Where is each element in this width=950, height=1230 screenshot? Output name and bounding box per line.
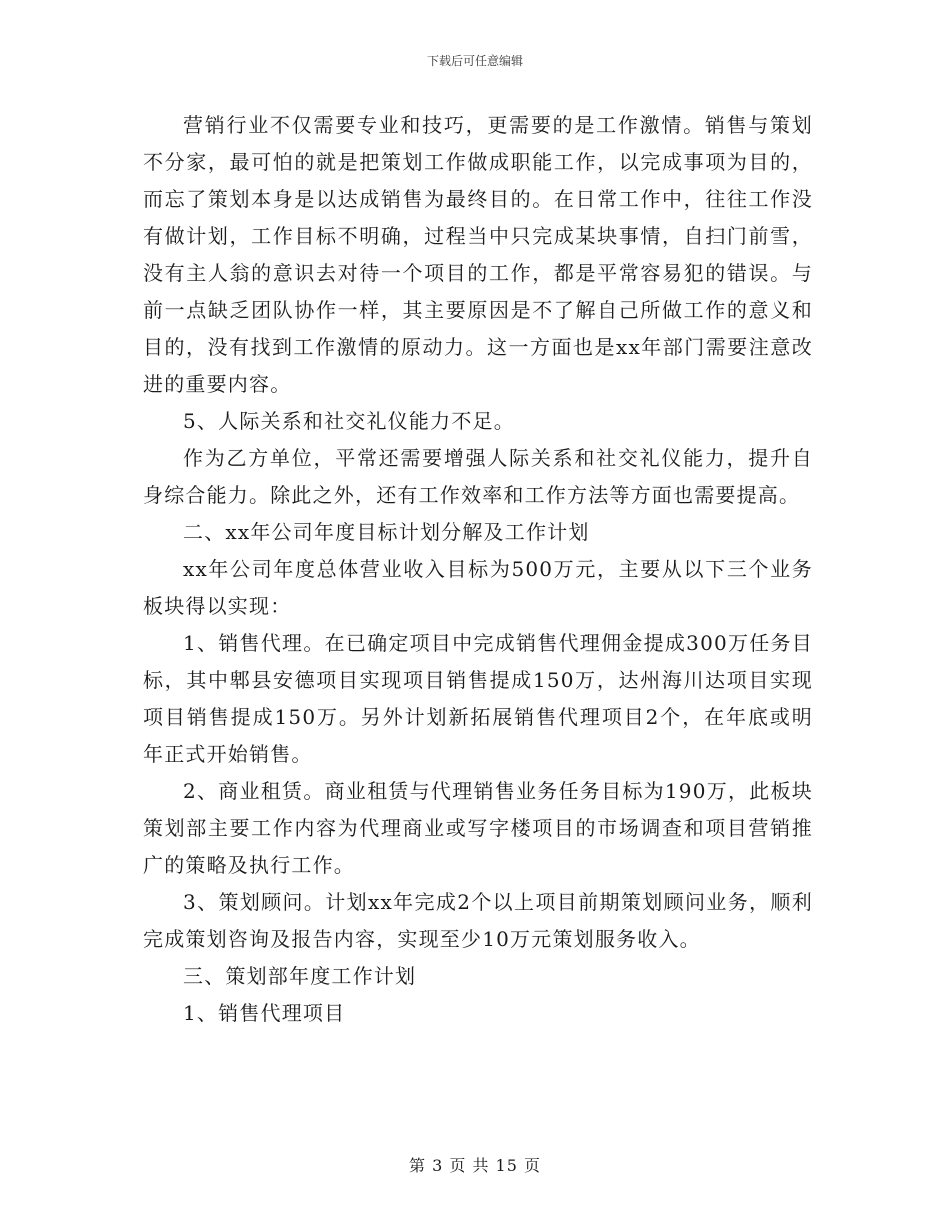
paragraph-item-5-heading: 5、人际关系和社交礼仪能力不足。 [183,409,515,433]
paragraph-planning-consulting: 3、策划顾问。计划xx年完成2个以上项目前期策划顾问业务，顺利完成策划咨询及报告内容，实现至少10万元策划服务收入。 [143,890,813,951]
document-body [143,107,813,1032]
paragraph-marketing-passion: 营销行业不仅需要专业和技巧，更需要的是工作激情。销售与策划不分家，最可怕的就是把策划工作做成职能工作，以完成事项为目的，而忘了策划本身是以达成销售为最终目的。在日常工作中，往往工作没有做计划，工作目标不明确，过程当中只完成某块事情，自扫门前雪，没有主人翁的意识去对待一个项目的工作，都是平常容易犯的错误。与前一点缺乏团队协作一样，其主要原因是不了解自己所做工作的意义和目的，没有找到工作激情的原动力。这一方面也是xx年部门需要注意改进的重要内容。 [143,113,813,396]
paragraph-commercial-leasing: 2、商业租赁。商业租赁与代理销售业务任务目标为190万，此板块策划部主要工作内容为代理商业或写字楼项目的市场调查和项目营销推广的策略及执行工作。 [143,779,813,877]
paragraph-sales-agency: 1、销售代理。在已确定项目中完成销售代理佣金提成300万任务目标，其中郫县安德项目实现项目销售提成150万，达州海川达项目实现项目销售提成150万。另外计划新拓展销售代理项目2个，在年底或明年正式开始销售。 [143,631,813,766]
section-heading-three: 三、策划部年度工作计划 [183,964,417,988]
page-header: 下载后可任意编辑 [426,54,523,68]
page-number-footer: 第 3 页 共 15 页 [409,1156,541,1175]
paragraph-social-skills: 作为乙方单位，平常还需要增强人际关系和社交礼仪能力，提升自身综合能力。除此之外，还有工作效率和工作方法等方面也需要提高。 [143,446,813,507]
paragraph-revenue-target: xx年公司年度总体营业收入目标为500万元，主要从以下三个业务板块得以实现： [143,557,813,618]
section-heading-two: 二、xx年公司年度目标计划分解及工作计划 [183,520,590,544]
subheading-sales-agency-project: 1、销售代理项目 [183,1001,346,1025]
